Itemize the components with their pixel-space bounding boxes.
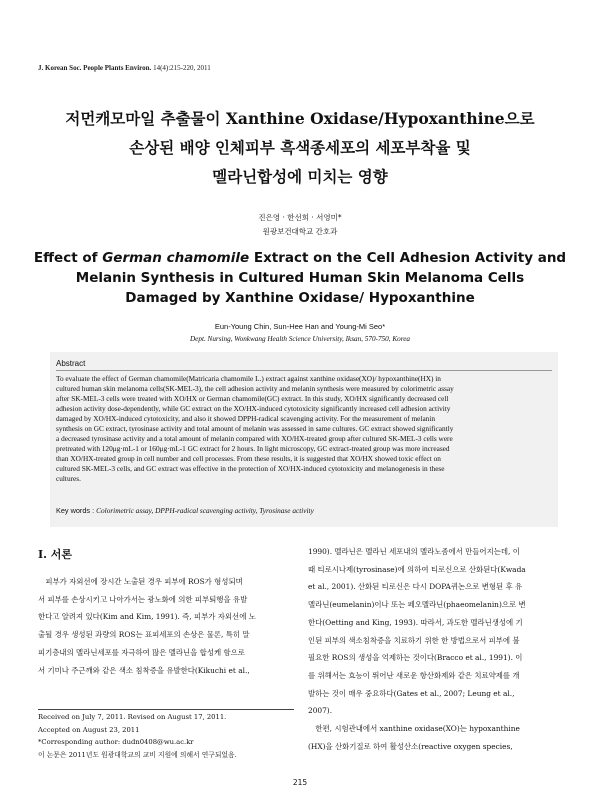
- english-affiliation: Dept. Nursing, Wonkwang Health Science University, Iksan, 570-750, Korea: [189, 335, 411, 343]
- body-line: 1990). 멜라닌은 멜라닌 세포내의 멜라노좀에서 만들어지는데, 이: [308, 547, 520, 556]
- abstract-line: synthesis on GC extract, tyrosinase activity and total amount of melanin was assessed in same cultures. GC extract showed significantly: [56, 423, 454, 433]
- abstract-line: after SK-MEL-3 cells were treated with XO/HX or German chamomile(GC) extract. In this study, XO/HX significantly decreased cell: [56, 393, 449, 403]
- english-authors: Eun-Young Chin, Sun-Hee Han and Young-Mi Seo*: [214, 322, 386, 331]
- body-line: 발하는 것이 매우 중요하다(Gates et al., 2007; Leung et al.,: [308, 688, 515, 698]
- abstract-line: cultured SK-MEL-3 cells, and GC extract was effective in the protection of XO/HX-induced cytotoxicity and melanogenesis in these: [56, 463, 445, 473]
- english-title-line: Melanin Synthesis in Cultured Human Skin Melanoma Cells: [75, 270, 525, 286]
- body-line: 멜라닌(eumelanin)이나 또는 페오멜라닌(phaeomelanin)으로 변: [308, 600, 526, 610]
- body-line: 필요한 ROS의 생성을 억제하는 것이다(Bracco et al., 1991). 이: [308, 653, 523, 663]
- body-line: 서 피부를 손상시키고 나아가서는 광노화에 의한 피부퇴행을 유발: [38, 594, 248, 604]
- body-line: 출될 경우 생성된 과량의 ROS는 표피세포의 손상은 물론, 특히 말: [38, 630, 250, 640]
- footnote-corresponding: *Corresponding author: dudn0408@wu.ac.kr: [38, 738, 194, 747]
- section-heading: Ⅰ. 서론: [38, 548, 73, 561]
- abstract-line: than XO/HX-treated group in cell number and cell processes. From these results, it is suggested that XO/HX showed toxic effect on: [56, 453, 441, 463]
- korean-title-line: 저먼캐모마일 추출물이 Xanthine Oxidase/Hypoxanthine으로: [65, 109, 535, 128]
- korean-authors: 진은영 · 한선희 · 서영미*: [258, 213, 342, 222]
- journal-citation: [38, 64, 211, 72]
- korean-title: [40, 104, 560, 191]
- body-line: et al., 2001). 산화된 티로신은 다시 DOPA퀴논으로 변형된 후 유: [308, 582, 523, 592]
- keywords-value: Colorimetric assay, DPPH-radical scavenging activity, Tyrosinase activity: [96, 506, 314, 515]
- footnotes: [38, 711, 298, 761]
- footnote-accepted: Accepted on August 23, 2011: [38, 725, 140, 734]
- left-column: [38, 573, 294, 679]
- english-title-pre: Effect of: [33, 250, 103, 266]
- korean-title-line: 손상된 배양 인체피부 흑색종세포의 세포부착율 및: [129, 138, 471, 157]
- body-line: 피부가 자외선에 장시간 노출된 경우 피부에 ROS가 형성되며: [38, 577, 243, 586]
- footnote-divider: [38, 709, 294, 710]
- body-line: 서 기미나 주근깨와 같은 색소 침착증을 유발한다(Kikuchi et al.,: [38, 665, 250, 675]
- abstract-line: cultures.: [56, 473, 81, 483]
- abstract-line: To evaluate the effect of German chamomile(Matricaria chamomile L.) extract against xanthine oxidase(XO)/ hypoxanthine(HX) in: [56, 374, 441, 383]
- journal-name: J. Korean Soc. People Plants Environ.: [38, 64, 152, 72]
- body-line: 를 위해서는 효능이 뛰어난 새로운 항산화제와 같은 치료약제를 개: [308, 670, 520, 680]
- body-line: 2007).: [308, 706, 333, 716]
- keywords: [56, 506, 314, 515]
- page-number: 215: [292, 778, 308, 787]
- body-line: 때 티로시나제(tyrosinase)에 의하여 티로신으로 산화된다(Kwada: [308, 564, 526, 574]
- abstract-heading: Abstract: [56, 359, 86, 368]
- abstract-line: damaged by XO/HX-induced cytotoxicity, and also it showed DPPH-radical scavenging activity. For the measurement of melanin: [56, 413, 436, 423]
- body-line: 한편, 시험관내에서 xanthine oxidase(XO)는 hypoxanthine: [308, 724, 520, 734]
- footnote-funding: 이 논문은 2011년도 원광대학교의 교비 지원에 의해서 연구되었음.: [38, 750, 237, 759]
- english-title-line: Damaged by Xanthine Oxidase/ Hypoxanthine: [125, 290, 475, 306]
- body-line: 인된 피부의 색소침착증을 치료하기 위한 한 방법으로서 피부에 불: [308, 635, 520, 645]
- abstract-line: adhesion activity dose-dependently, while GC extract on the XO/HX-induced cytotoxicity significantly increased cell adhesion activity: [56, 403, 451, 413]
- body-line: 피기층내의 멜라닌세포를 자극하여 많은 멜라닌을 합성케 함으로: [38, 647, 245, 657]
- abstract-line: pretreated with 120μg·mL-1 or 160μg·mL-1 GC extract for 2 hours. In light microscopy, GC extract-treated group was more increased: [56, 443, 450, 453]
- korean-title-line: 멜라닌합성에 미치는 영향: [212, 167, 388, 186]
- english-title-post: Extract on the Cell Adhesion Activity and: [249, 250, 567, 266]
- body-line: (HX)을 산화기질로 하여 활성산소(reactive oxygen species,: [308, 741, 513, 751]
- journal-pages: 14(4):215-220, 2011: [151, 64, 211, 72]
- body-line: 한다(Oetting and King, 1993). 따라서, 과도한 멜라닌생성에 기: [308, 617, 523, 627]
- english-title-line: [30, 248, 570, 268]
- abstract-body: [56, 374, 553, 483]
- footnote-received: Received on July 7, 2011. Revised on August 17, 2011.: [38, 713, 227, 721]
- abstract-line: a decreased tyrosinase activity and a total amount of melanin compared with XO/HX-treated group after cultured SK-MEL-3 cells were: [56, 433, 453, 443]
- korean-affiliation: 원광보건대학교 간호과: [262, 227, 338, 236]
- body-line: 한다고 알려져 있다(Kim and Kim, 1991). 즉, 피부가 자외선에 노: [38, 612, 256, 622]
- keywords-label: Key words :: [56, 506, 97, 515]
- abstract-divider: [56, 370, 552, 371]
- english-title-italic: German chamomile: [102, 250, 250, 266]
- english-title: [30, 248, 570, 308]
- abstract-line: cultured human skin melanoma cells(SK-MEL-3), the cell adhesion activity and melanin synthesis were measured by colorimetric assay: [56, 383, 454, 393]
- right-column: [308, 543, 564, 755]
